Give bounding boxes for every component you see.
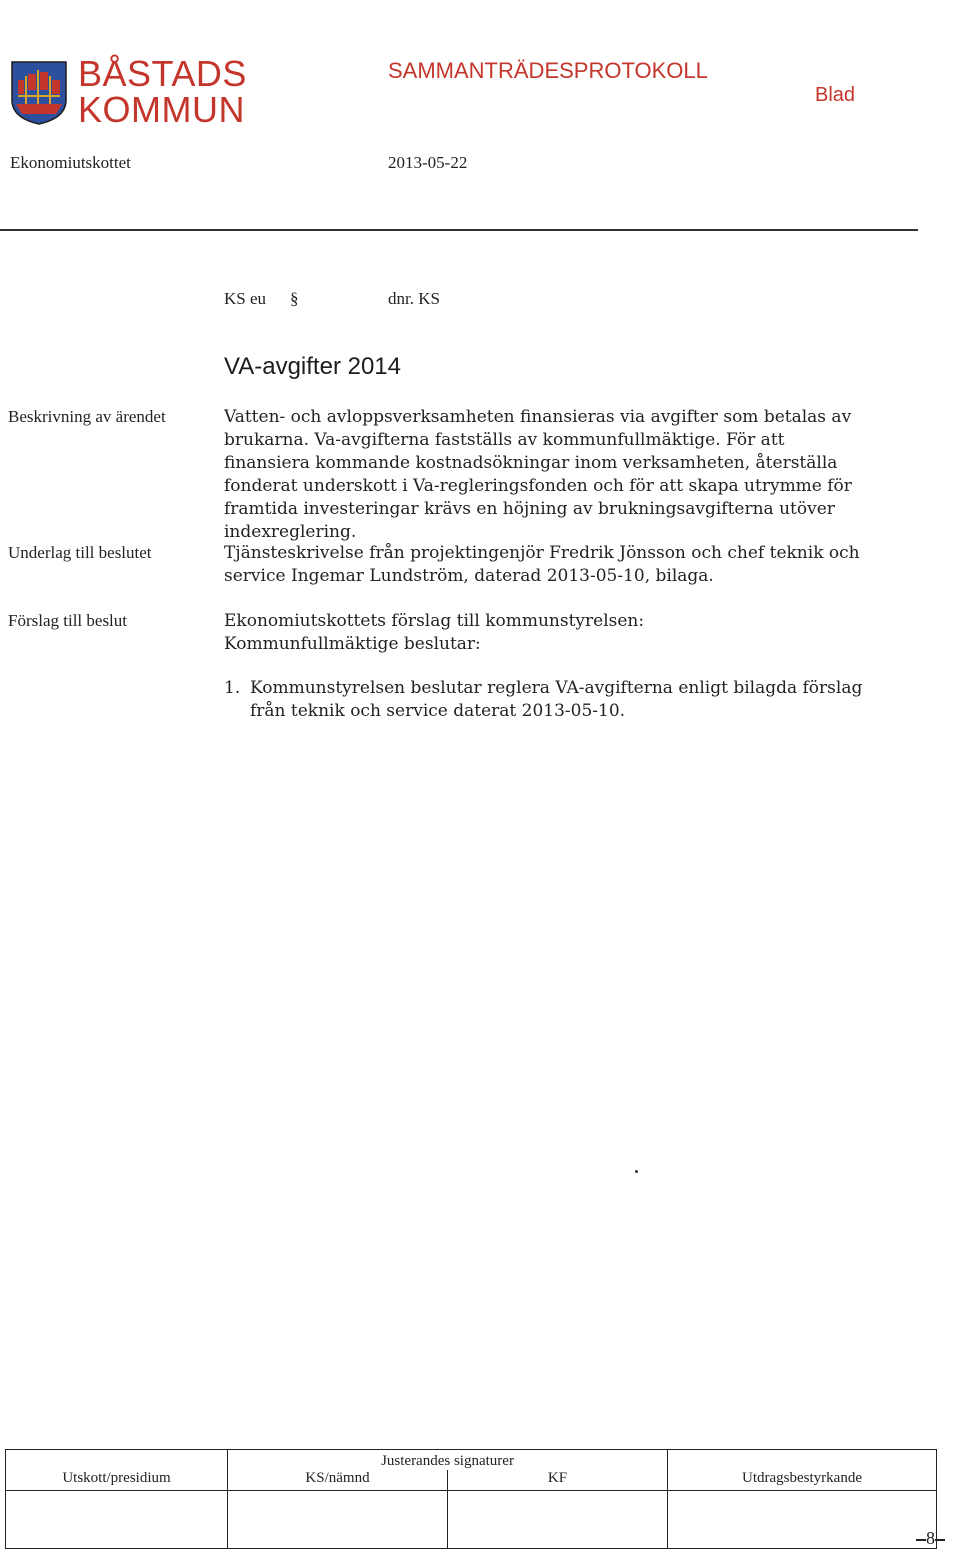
header-divider bbox=[0, 229, 918, 231]
decision-text: Kommunstyrelsen beslutar reglera VA-avgifterna enligt bilagda förslag från teknik och service daterat 2013-05-10. bbox=[250, 678, 863, 721]
signature-col-extract: Utdragsbestyrkande bbox=[668, 1470, 937, 1491]
municipality-name bbox=[78, 53, 247, 130]
dash-right bbox=[935, 1539, 945, 1541]
department: Ekonomiutskottet bbox=[10, 153, 131, 172]
sheet-label: Blad bbox=[815, 84, 856, 106]
section-text-basis: Tjänsteskrivelse från projektingenjör Fredrik Jönsson och chef teknik och service Ingemar Lundström, daterad 2013-05-10, bilaga. bbox=[224, 543, 860, 586]
section-label-basis: Underlag till beslutet bbox=[8, 543, 152, 562]
brand-line-2: KOMMUN bbox=[78, 89, 245, 130]
signature-box-board[interactable] bbox=[228, 1491, 448, 1549]
signature-box-extract[interactable] bbox=[668, 1491, 937, 1549]
ref-paragraph-sign: § bbox=[290, 289, 299, 308]
section-text-description: Vatten- och avloppsverksamheten finansieras via avgifter som betalas av brukarna. Va-avgifterna fastställs av kommunfullmäktige. För att finansiera kommande kostnadsökningar inom verksamheten, återställa fonderat underskott i Va-regleringsfonden och för att skapa utrymme för framtida investeringar krävs en höjning av brukningsavgifterna utöver indexreglering. bbox=[224, 407, 852, 542]
decision-number: 1. bbox=[224, 678, 241, 698]
signature-table bbox=[5, 1449, 937, 1549]
signature-cell-blank bbox=[668, 1450, 937, 1471]
municipal-crest-icon bbox=[10, 60, 68, 126]
signature-heading bbox=[228, 1450, 668, 1471]
signature-heading-text: Justerandes signaturer bbox=[381, 1453, 514, 1469]
section-label-description: Beskrivning av ärendet bbox=[8, 407, 166, 426]
signature-box-council[interactable] bbox=[448, 1491, 668, 1549]
proposal-line-1: Ekonomiutskottets förslag till kommunstyrelsen: bbox=[224, 611, 645, 631]
signature-col-committee: Utskott/presidium bbox=[6, 1470, 228, 1491]
ref-dnr: dnr. KS bbox=[388, 289, 440, 308]
dash-left bbox=[916, 1539, 926, 1541]
section-text-proposal bbox=[224, 610, 864, 656]
signature-cell-blank bbox=[6, 1450, 228, 1471]
proposal-line-2: Kommunfullmäktige beslutar: bbox=[224, 634, 481, 654]
document-type: SAMMANTRÄDESPROTOKOLL bbox=[388, 58, 708, 83]
signature-col-board: KS/nämnd bbox=[228, 1470, 448, 1491]
meeting-date: 2013-05-22 bbox=[388, 153, 468, 172]
scan-dot bbox=[635, 1170, 638, 1173]
brand-line-1: BÅSTADS bbox=[78, 53, 247, 94]
signature-col-council: KF bbox=[448, 1470, 668, 1491]
page-number bbox=[916, 1528, 945, 1549]
ref-ks-eu: KS eu bbox=[224, 289, 267, 308]
section-label-proposal: Förslag till beslut bbox=[8, 611, 127, 630]
signature-box-committee[interactable] bbox=[6, 1491, 228, 1549]
page-number-value: 8 bbox=[926, 1528, 935, 1548]
page-title: VA-avgifter 2014 bbox=[224, 353, 401, 380]
